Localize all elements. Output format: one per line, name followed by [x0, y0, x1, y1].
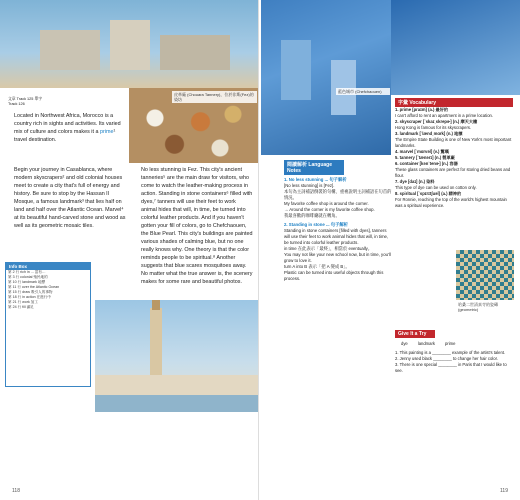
note2-line: You may not like your new school now, but in time, you'll grow to love it.: [284, 252, 391, 263]
intro-text-a: Located in Northwest Africa, Morocco is a country rich in sights and activities. Its varied mix of culture and colors makes it a: [14, 113, 121, 135]
vocab-title: 字彙 Vocabulary: [395, 98, 513, 107]
right-page: [261, 0, 520, 500]
word-bank: [395, 341, 513, 347]
note1-line: → Around the corner is my favorite coffee shop.: [284, 207, 375, 212]
word-bank-item: landmark: [417, 341, 435, 346]
word-bank-item: dye: [401, 341, 408, 346]
note2-head: 2. Standing in stone ... 句子解析: [284, 222, 348, 227]
note2-line: in time 在此表示「最終」，相當於 eventually。: [284, 246, 373, 251]
word-bank-item: prime: [445, 341, 456, 346]
vocab-line: 1. prime [praɪm] (a.) 最好的: [395, 107, 449, 112]
give-title: Give It a Try: [395, 330, 435, 338]
vocab-line: For Ronnie, reaching the top of the world's highest mountain was a spiritual experience.: [395, 197, 507, 208]
info-line: 第 15 行 draw 吸引人的事物: [8, 290, 53, 294]
vocab-line: 3. landmark [ˈlændˌmɑrk] (n.) 地標: [395, 131, 463, 136]
hassan-mosque-photo: [95, 300, 259, 412]
vocab-line: 7. dye [daɪ] (n.) 染料: [395, 179, 435, 184]
vocab-line: 6. container [kənˈtenɚ] (n.) 容器: [395, 161, 458, 166]
info-line: 第 10 行 landmark 地標: [8, 280, 46, 284]
intro-prime: prime: [99, 129, 114, 135]
audio-tags: 文章 Track 125 單字 Track 126: [8, 97, 43, 106]
info-line: 第 2 行 rich in ... 富有…: [8, 270, 46, 274]
info-line: 第 11 行 over the Atlantic Ocean: [8, 285, 60, 289]
info-line: 第 21 行 work 加工: [8, 300, 38, 304]
vocab-line: I can't afford to rent an apartment in a prime location.: [395, 113, 494, 118]
note1-line: My favorite coffee shop is around the corner.: [284, 201, 369, 206]
give-it-a-try: [395, 330, 513, 420]
chefchaouen-caption: 藍色城市 (Chefchaouen): [336, 88, 390, 95]
note2-line: Plastic can be turned into useful objects through this process.: [284, 270, 384, 281]
info-line: 第 24 行 fill 滿足: [8, 305, 34, 309]
casablanca-paragraph: Begin your journey in Casablanca, where modern skyscrapers² and old colonial houses meet to create a city that's full of energy and history. Be sure to stop by the Hassan II Mosque, a famous landmark³ that lies half on land and half over the Atlantic Ocean. Marvel⁴ at its beautiful hand-carved stone and wood as well as its geometric mosaic tiles.: [14, 167, 126, 229]
exercise-item: 3. There is one special ________ in Paris that I would like to see.: [395, 362, 507, 373]
blue-street-photo: [391, 0, 520, 95]
exercise-item: 2. Jenny used black ________ to change her hair color.: [395, 356, 498, 361]
tannery-caption: 皮革廠 (Chouara Tannery)，位於非斯(Fez)的染坊: [172, 91, 257, 103]
chefchaouen-photo: [261, 0, 391, 155]
note2-line: turn A into B 表示「把 A 變成 B」。: [284, 264, 350, 269]
exercise-item: 1. This painting is a ________ example of the artist's talent.: [395, 350, 506, 355]
note1-line: 本句為主詞補語倒裝的句構，重複說明主詞補語在句首的情況。: [284, 189, 392, 200]
notes-title: 閱讀解析 Language Notes: [284, 160, 344, 175]
vocab-line: 8. spiritual [ˈspɪrɪtʃuəl] (a.) 精神的: [395, 191, 462, 196]
vocab-line: 4. marvel [ˈmɑrvəl] (v.) 驚嘆: [395, 149, 449, 154]
info-box: [5, 262, 91, 387]
intro-paragraph: [14, 112, 124, 144]
vocab-line: This type of dye can be used on cotton only.: [395, 185, 477, 190]
page-number-left: 118: [12, 488, 20, 494]
note1-line: [No less stunning] is [Fez].: [284, 183, 335, 188]
info-box-title: Info Box: [6, 263, 90, 270]
mosaic-photo: [456, 250, 514, 300]
note1-line: 我最喜歡的咖啡廳就在轉角。: [284, 213, 340, 218]
vocab-line: These glass containers are perfect for storing dried beans and flour.: [395, 167, 511, 178]
vocab-line: The Empire State Building is one of New York's most important landmarks.: [395, 137, 512, 148]
left-page: [0, 0, 259, 500]
mosaic-caption: 哈桑二世清真寺的瓷磚 (geometric): [456, 301, 514, 313]
fez-paragraph: No less stunning is Fez. This city's ancient tanneries⁵ are the main draw for visitors, who come to watch the leather-making process in action. Standing in stone containers⁶ filled with dyes,⁷ tanners will use their feet to work animal hides that will, in time, be turned into colorful leather products. And if you haven't gotten your fill of colors, go to Chefchaouen, the Blue Pearl. This city's buildings are painted various shades of calming blue, but no one really knows why. One theory is that the color reminds people to be spiritual.⁸ Another suggests that blue scares mosquitoes away. No matter what the true answer is, the scenery makes for some rare and beautiful photos.: [141, 167, 253, 285]
language-notes: [284, 160, 392, 405]
info-line: 第 3 行 colonial 殖民地的: [8, 275, 48, 279]
note2-line: Standing in stone containers [filled with dyes], tanners will use their feet to work animal hides that will, in time, be turned into colorful leather products.: [284, 228, 389, 245]
note1-head: 1. No less stunning ... 句子解析: [284, 177, 347, 182]
vocab-line: Hong Kong is famous for its skyscrapers.: [395, 125, 472, 130]
page-number-right: 119: [500, 488, 508, 494]
info-line: 第 18 行 in action 在進行中: [8, 295, 51, 299]
vocab-line: 5. tannery [ˈtænərɪ] (n.) 製革廠: [395, 155, 455, 160]
skyline-photo: [0, 0, 259, 88]
vocab-line: 2. skyscraper [ˈskaɪˌskrepɚ] (n.) 摩天大樓: [395, 119, 478, 124]
intro-text-b: ¹ travel destination.: [14, 129, 116, 143]
